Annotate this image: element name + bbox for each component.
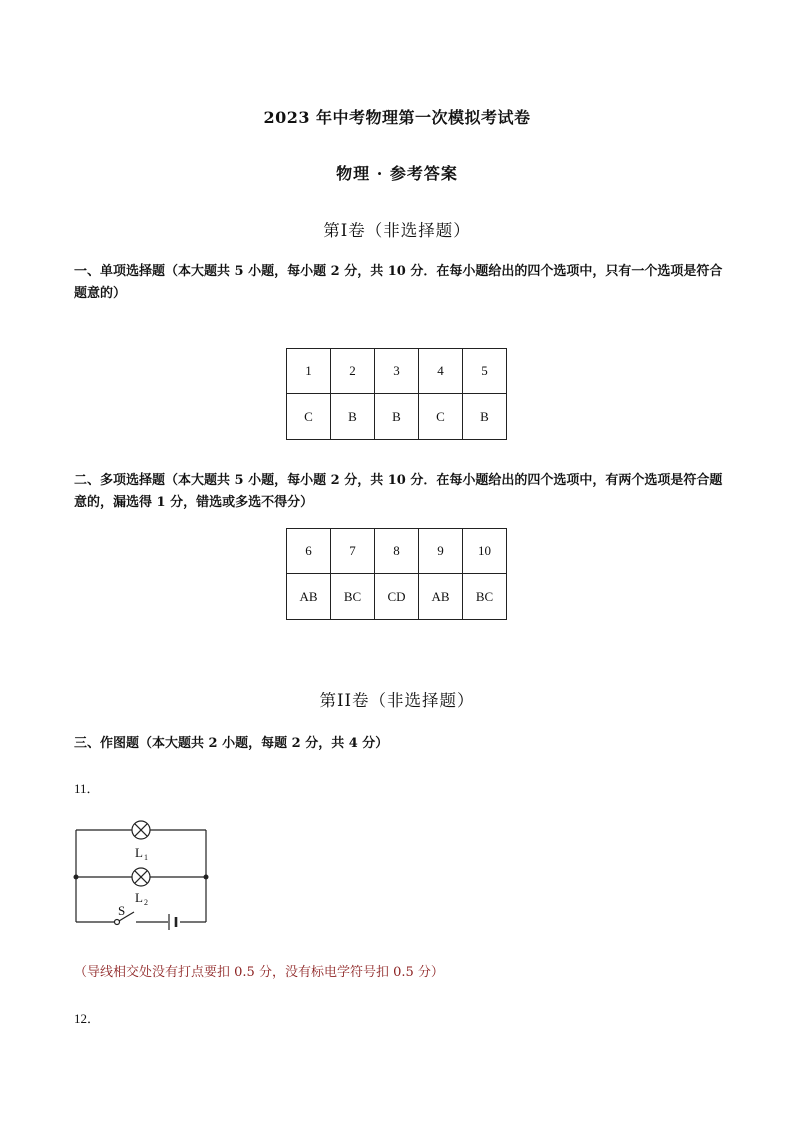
answer-cell: C: [287, 394, 331, 440]
lamp-icon: [132, 868, 150, 886]
answer-cell: BC: [463, 574, 507, 620]
section-one-answer-table: [286, 348, 507, 440]
lamp2-subscript: 2: [144, 898, 148, 907]
question-number-cell: 3: [375, 349, 419, 394]
section-one-heading: 一、单项选择题（本大题共 5 小题，每小题 2 分，共 10 分．在每小题给出的四个选项中，只有一个选项是符合题意的）: [74, 264, 723, 301]
lamp-icon: [132, 821, 150, 839]
answer-cell: C: [419, 394, 463, 440]
document-subtitle: 物理 · 参考答案: [336, 164, 458, 183]
answer-cell: AB: [287, 574, 331, 620]
circuit-diagram: [68, 818, 218, 930]
junction-dot: [204, 875, 209, 880]
lamp2-label: L: [135, 890, 143, 905]
question-11-number: 11．: [74, 781, 100, 796]
question-number-cell: 8: [375, 529, 419, 574]
part-two-title: 第II卷（非选择题）: [319, 691, 475, 710]
question-number-cell: 7: [331, 529, 375, 574]
section-two-heading: 二、多项选择题（本大题共 5 小题，每小题 2 分，共 10 分．在每小题给出的四个选项中，有两个选项是符合题意的，漏选得 1 分，错选或多选不得分）: [74, 473, 723, 510]
answer-cell: B: [375, 394, 419, 440]
answer-cell: B: [463, 394, 507, 440]
answer-cell: CD: [375, 574, 419, 620]
question-number-cell: 4: [419, 349, 463, 394]
question-12-number: 12．: [74, 1011, 101, 1026]
question-number-cell: 2: [331, 349, 375, 394]
answer-cell: BC: [331, 574, 375, 620]
answer-cell: B: [331, 394, 375, 440]
question-number-cell: 10: [463, 529, 507, 574]
section-three-heading: 三、作图题（本大题共 2 小题，每题 2 分，共 4 分）: [74, 736, 389, 751]
junction-dot: [74, 875, 79, 880]
question-number-cell: 9: [419, 529, 463, 574]
document-title: 2023 年中考物理第一次模拟考试卷: [263, 108, 531, 127]
battery-icon: [169, 914, 176, 930]
question-number-cell: 5: [463, 349, 507, 394]
question-number-cell: 6: [287, 529, 331, 574]
section-two-answer-table: [286, 528, 507, 620]
answer-cell: AB: [419, 574, 463, 620]
lamp1-subscript: 1: [144, 853, 148, 862]
switch-label: S: [118, 903, 126, 918]
lamp1-label: L: [135, 845, 143, 860]
part-one-title: 第Ⅰ卷（非选择题）: [323, 221, 471, 240]
grading-note: （导线相交处没有打点要扣 0.5 分，没有标电学符号扣 0.5 分）: [74, 965, 444, 980]
question-number-cell: 1: [287, 349, 331, 394]
